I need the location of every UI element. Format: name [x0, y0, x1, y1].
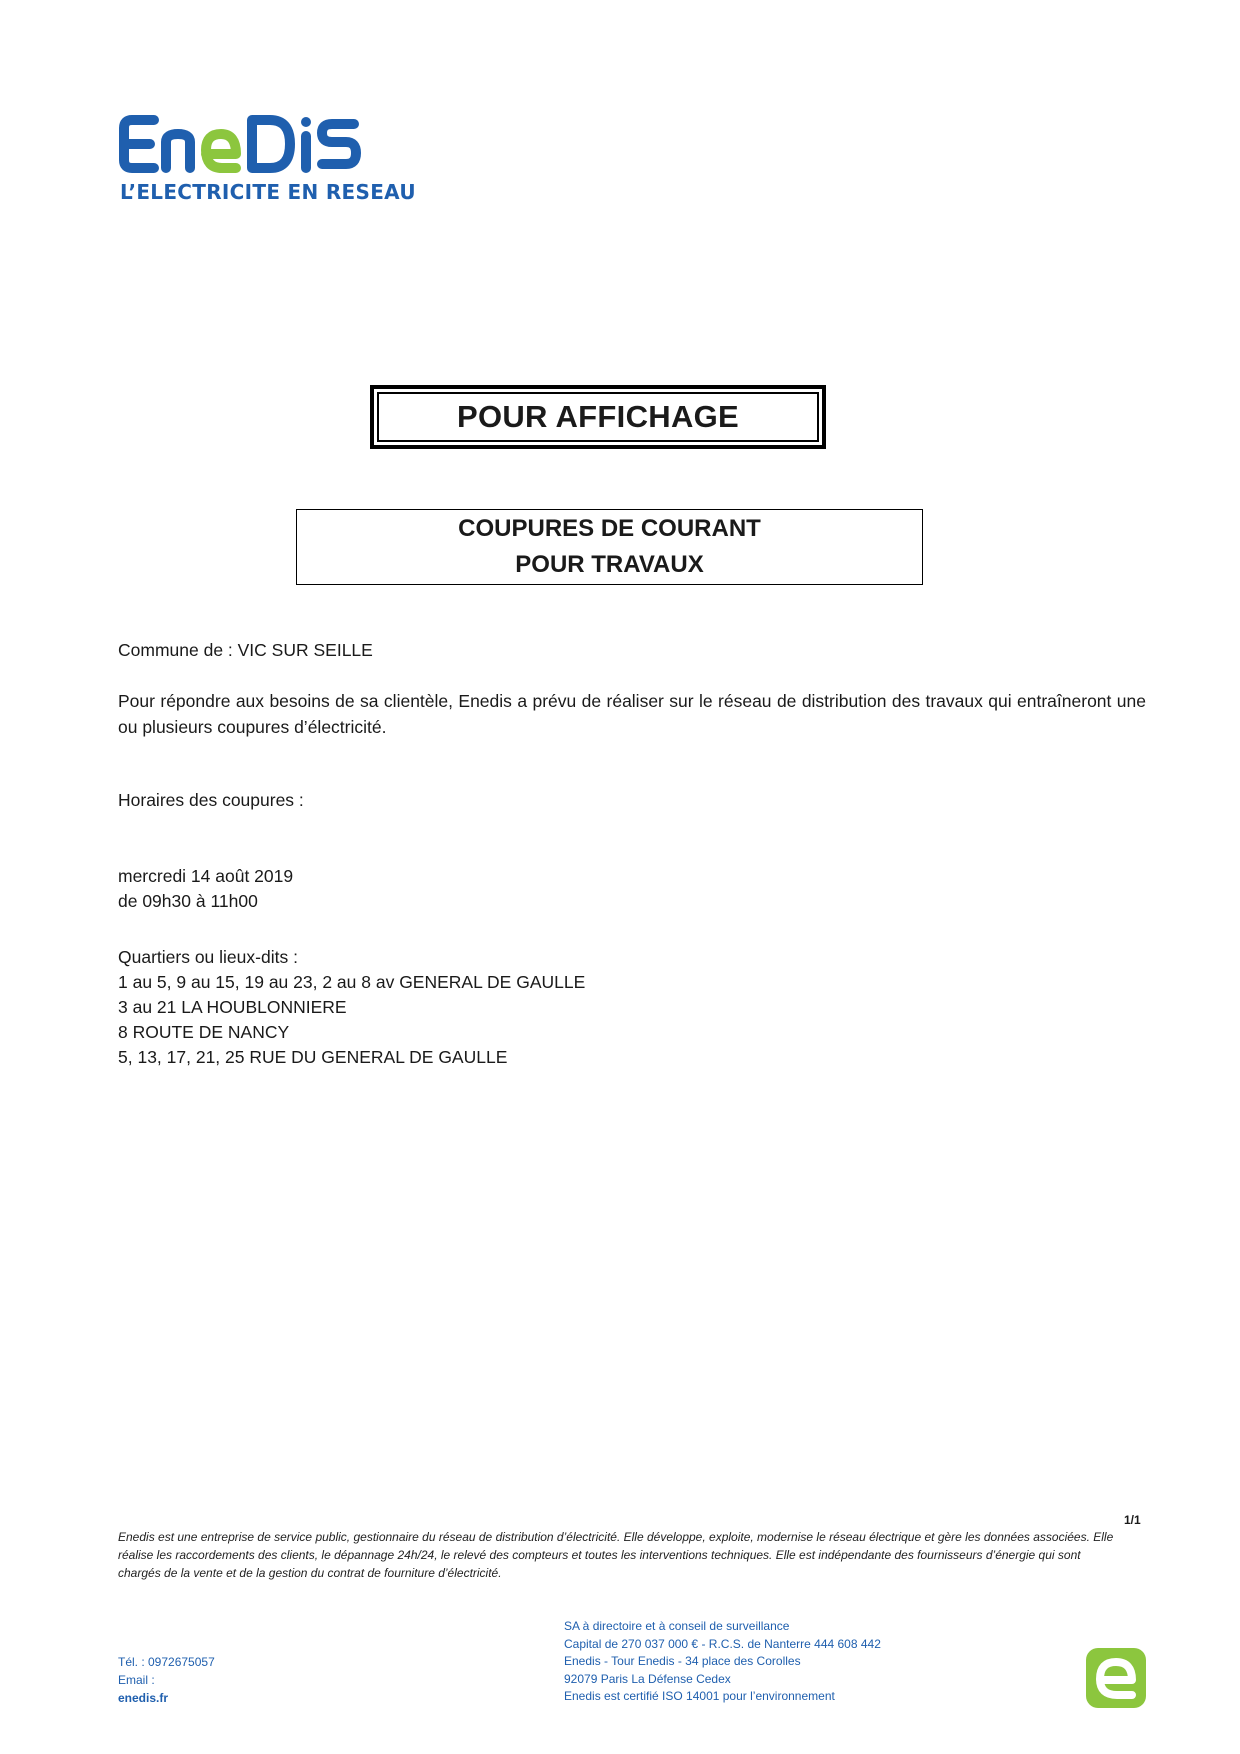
company-line: Enedis - Tour Enedis - 34 place des Corolles [564, 1654, 801, 1669]
intro-paragraph: Pour répondre aux besoins de sa clientèle, Enedis a prévu de réaliser sur le réseau de distribution des travaux qui entraîneront une ou plusieurs coupures d’électricité. [118, 691, 1146, 737]
commune-line: Commune de : VIC SUR SEILLE [118, 640, 373, 660]
notice-subtitle-line2: POUR TRAVAUX [515, 551, 704, 578]
company-line: Enedis est certifié ISO 14001 pour l’environnement [564, 1689, 835, 1704]
locations-list [118, 945, 585, 1070]
outage-date: mercredi 14 août 2019 [118, 866, 294, 886]
notice-title-box [370, 385, 826, 449]
location-item: 8 ROUTE DE NANCY [118, 1022, 290, 1042]
company-line: Capital de 270 037 000 € - R.C.S. de Nanterre 444 608 442 [564, 1636, 881, 1651]
notice-subtitle-box [296, 509, 923, 585]
enedis-wordmark-icon [118, 112, 388, 176]
contact-block [118, 1653, 215, 1707]
enedis-logo [118, 112, 416, 212]
company-line: 92079 Paris La Défense Cedex [564, 1671, 731, 1686]
contact-phone: Tél. : 0972675057 [118, 1655, 215, 1669]
company-line: SA à directoire et à conseil de surveillance [564, 1619, 790, 1633]
notice-subtitle-line1: COUPURES DE COURANT [458, 515, 761, 542]
logo-tagline: L’ELECTRICITE EN RESEAU [120, 180, 416, 204]
legal-notice: Enedis est une entreprise de service public, gestionnaire du réseau de distribution d’électricité. Elle développe, exploite, modernise le réseau électrique et gère les données associées. Elle réalise les raccordements des clients, le dépannage 24h/24, le relevé des compteurs et toutes les interventions techniques. Elle est indépendante des fournisseurs d’énergie qui sont chargés de la vente et de la gestion du contrat de fourniture d’électricité. [118, 1530, 1114, 1580]
company-info [564, 1618, 881, 1706]
contact-email: Email : [118, 1673, 155, 1687]
location-item: 5, 13, 17, 21, 25 RUE DU GENERAL DE GAULLE [118, 1047, 508, 1067]
notice-title: POUR AFFICHAGE [377, 392, 819, 442]
location-item: 3 au 21 LA HOUBLONNIERE [118, 997, 347, 1017]
website-link[interactable]: enedis.fr [118, 1691, 169, 1705]
locations-label: Quartiers ou lieux-dits : [118, 947, 298, 967]
page-number: 1/1 [1124, 1513, 1141, 1527]
schedule-label: Horaires des coupures : [118, 790, 304, 810]
outage-time: de 09h30 à 11h00 [118, 891, 258, 911]
enedis-e-icon [1086, 1648, 1146, 1708]
location-item: 1 au 5, 9 au 15, 19 au 23, 2 au 8 av GENERAL DE GAULLE [118, 972, 586, 992]
